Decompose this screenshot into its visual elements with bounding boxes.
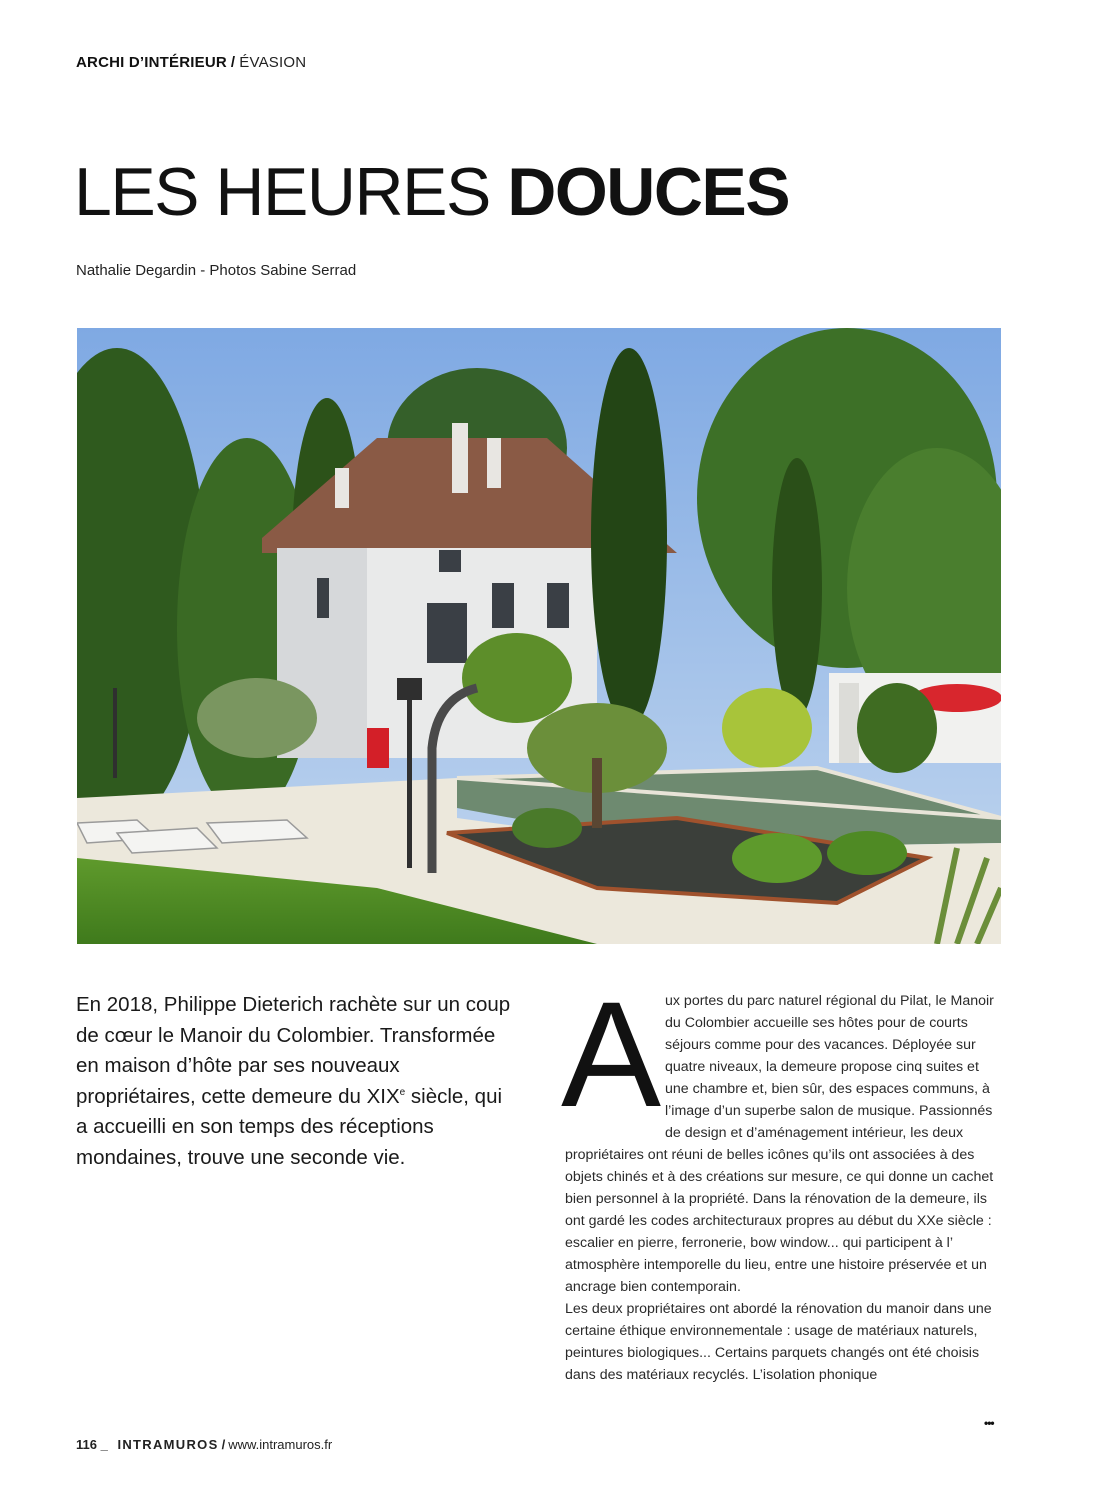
- body-paragraph-2: Les deux propriétaires ont abordé la rénovation du manoir dans une certaine éthique environnementale : usage de matériaux naturels, peintures biologiques... Certains parquets changés ont été choisis dans des matériaux recyclés. L’isolation phonique: [565, 1301, 992, 1383]
- page-number: 116 _: [76, 1437, 108, 1452]
- rubric-section: ARCHI D’INTÉRIEUR: [76, 54, 227, 71]
- continued-marker: •••: [984, 1416, 994, 1430]
- lead-text-start: En 2018, Philippe Dieterich rachète sur un coup de cœur le Manoir du Colombier. Transformée en maison d’hôte par ses nouveaux propriétaires, cette demeure du XIX: [76, 993, 511, 1108]
- article-headline: [74, 152, 789, 232]
- article-byline: Nathalie Degardin - Photos Sabine Serrad: [76, 262, 357, 279]
- magazine-name: INTRAMUROS: [117, 1437, 219, 1452]
- lead-text-end: siècle, qui a accueilli en son temps des réceptions mondaines, trouve une seconde vie.: [76, 1084, 503, 1169]
- lead-superscript: e: [399, 1086, 406, 1098]
- lead-paragraph: [76, 990, 516, 1173]
- body-paragraph-1: ux portes du parc naturel régional du Pilat, le Manoir du Colombier accueille ses hôtes pour de courts séjours comme pour des vacances. Déployée sur quatre niveaux, la demeure propose cinq suites et une chambre et, bien sûr, des espaces communs, à l’image d’un superbe salon de musique. Passionnés de design et d’aménagement intérieur, les deux propriétaires ont réuni de belles icônes qu’ils ont associées à des objets chinés et à des créations sur mesure, ce qui donne un cachet bien personnel à la propriété. Dans la rénovation de la demeure, ils ont gardé les codes architecturaux propres au début du XXe siècle : escalier en pierre, ferronerie, bow window... qui participent à l’ atmosphère intemporelle du lieu, entre une histoire préservée et un ancrage bien contemporain.: [565, 993, 994, 1295]
- section-rubric: [76, 54, 306, 71]
- rubric-subsection: ÉVASION: [239, 54, 307, 71]
- footer-separator: /: [221, 1437, 226, 1452]
- hero-photo: [77, 328, 1001, 944]
- body-column: [561, 970, 1001, 1386]
- rubric-separator: /: [230, 54, 236, 71]
- headline-bold: DOUCES: [507, 154, 790, 230]
- headline-light: LES HEURES: [74, 154, 490, 230]
- page-footer: [76, 1437, 332, 1452]
- manor-garden-photo-icon: [77, 328, 1001, 944]
- drop-cap: A: [561, 970, 662, 1138]
- website-link[interactable]: www.intramuros.fr: [228, 1437, 333, 1452]
